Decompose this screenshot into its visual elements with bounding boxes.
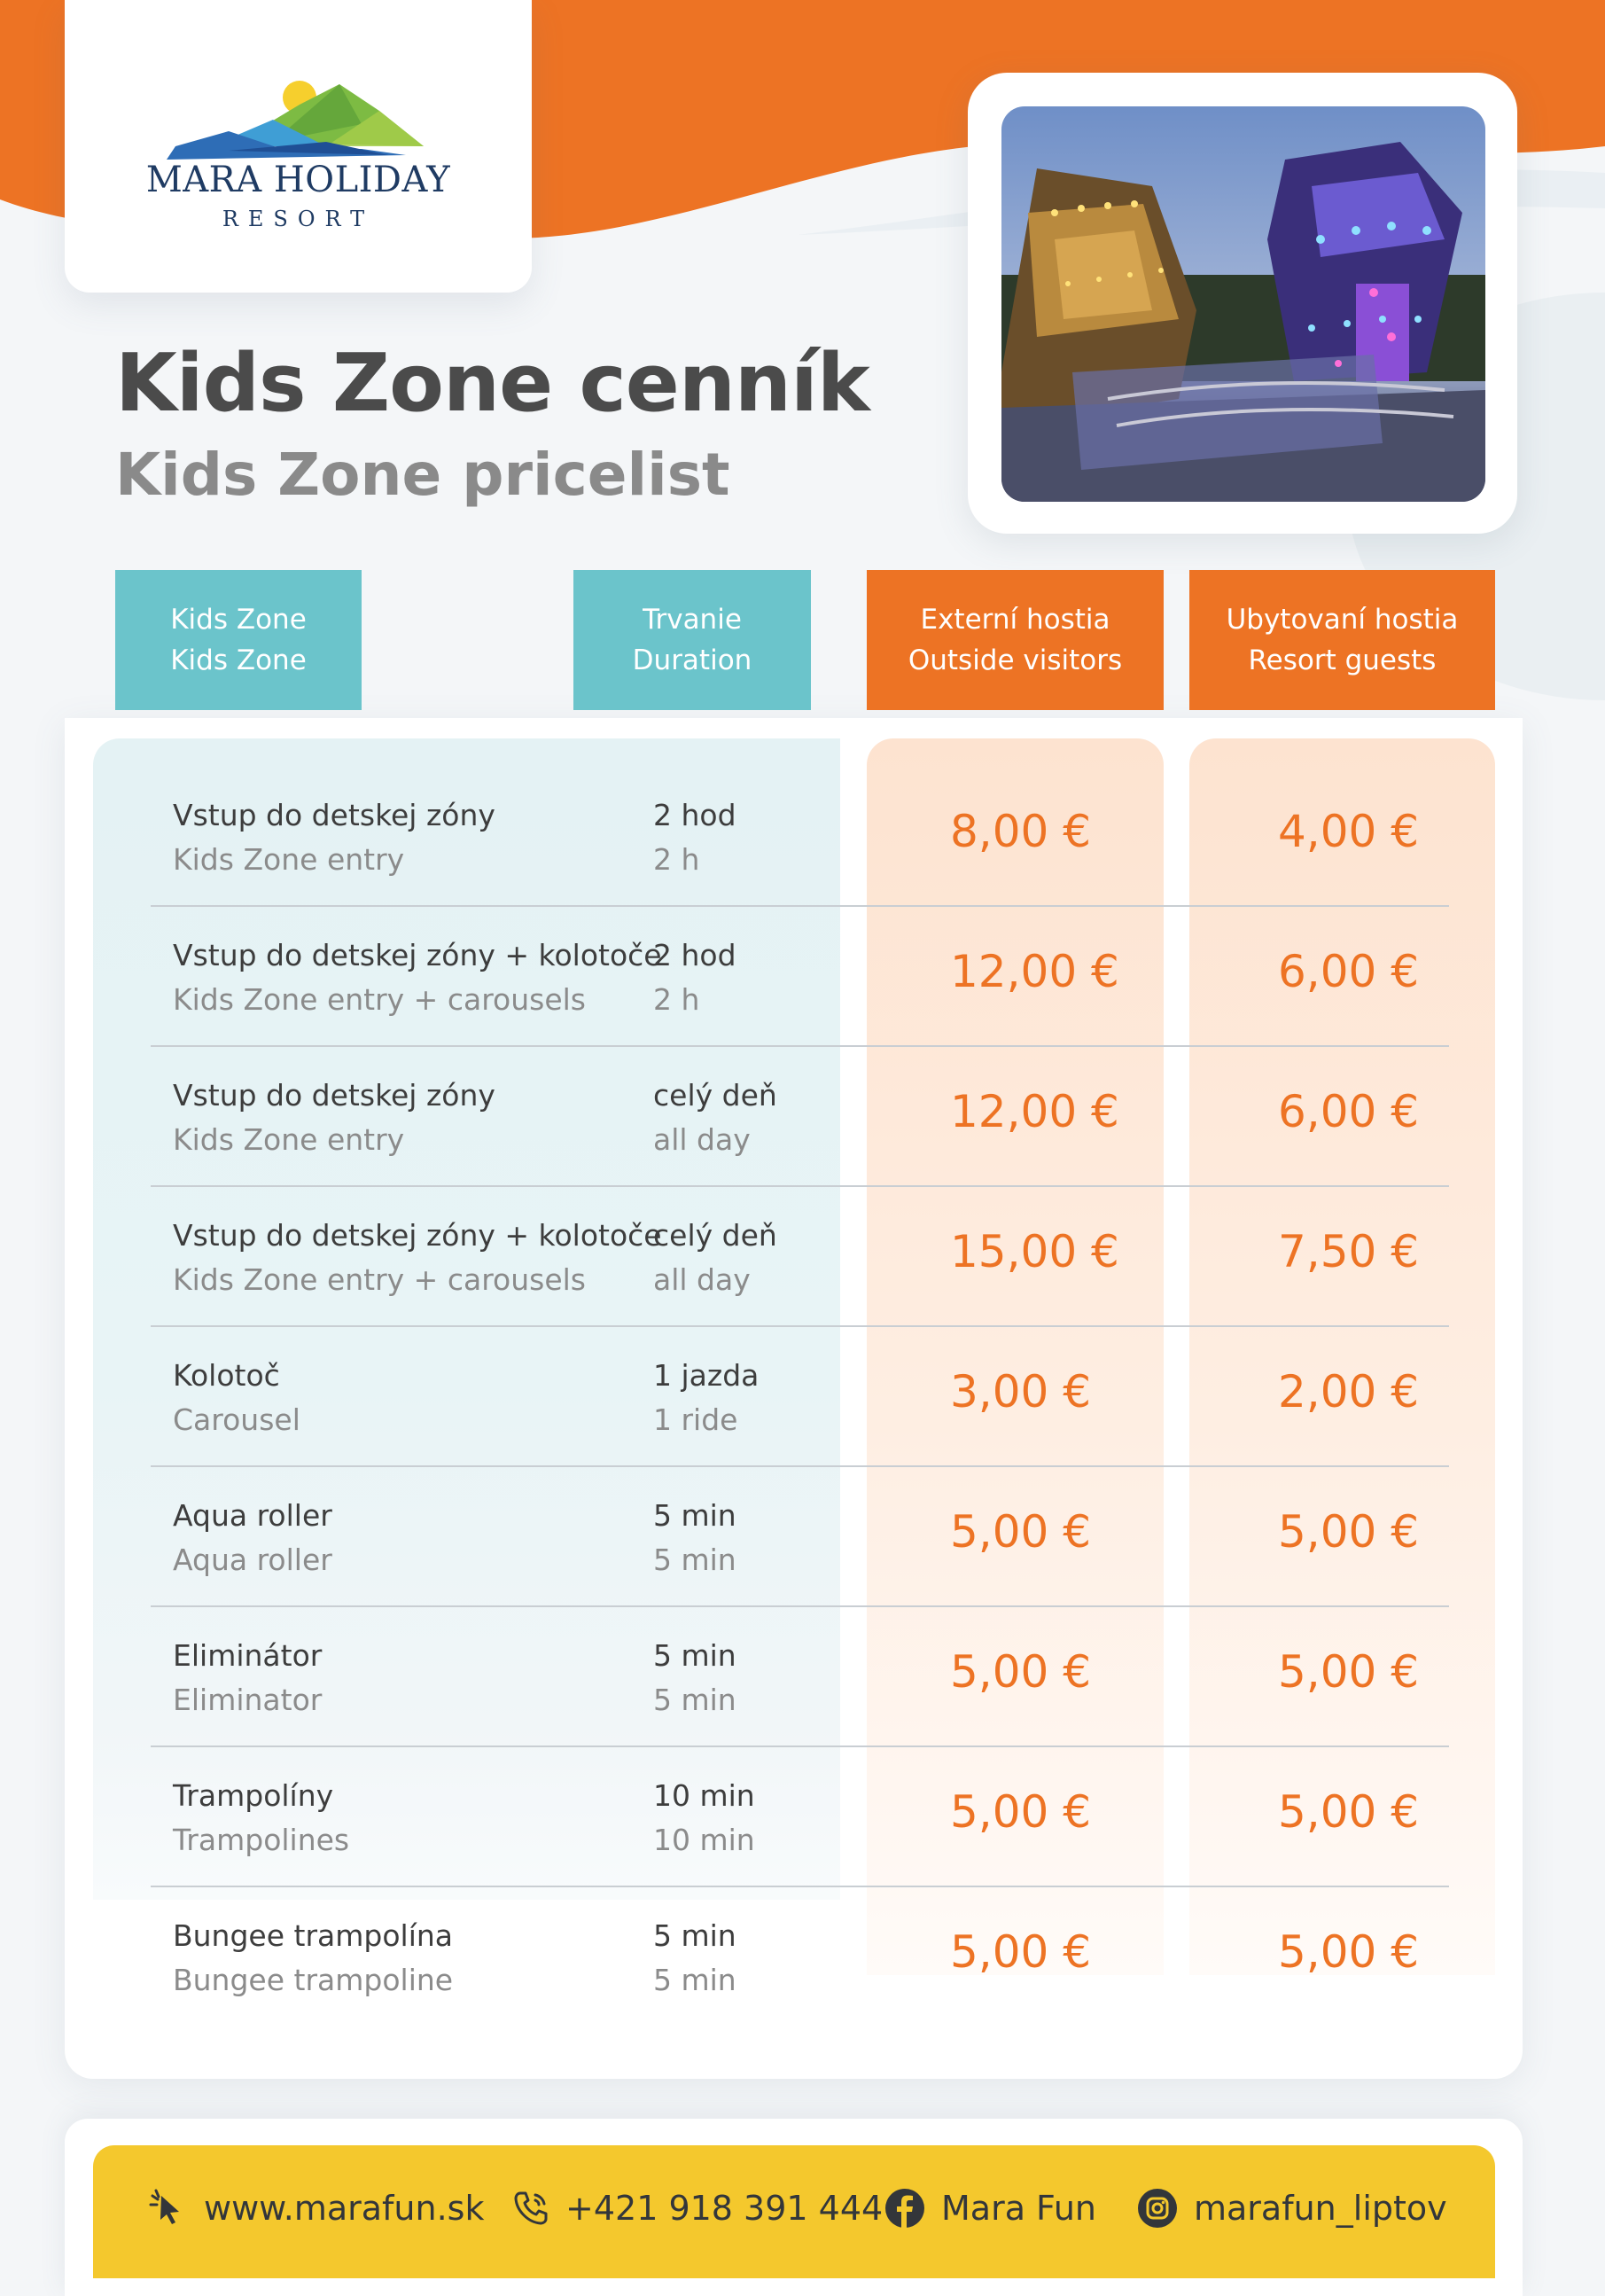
activity-name-en: Trampolines	[173, 1823, 350, 1857]
activity-name-sk: Eliminátor	[173, 1638, 323, 1673]
footer-phone-link[interactable]	[512, 2183, 883, 2233]
price-resort: 5,00 €	[1278, 1646, 1420, 1698]
instagram-icon	[1137, 2188, 1178, 2229]
duration-en: 5 min	[653, 1542, 736, 1577]
facebook-text: Mara Fun	[941, 2189, 1097, 2228]
price-outside: 8,00 €	[950, 806, 1092, 857]
duration-en: all day	[653, 1122, 751, 1157]
activity-name-sk: Trampolíny	[173, 1778, 334, 1813]
activity-name-sk: Vstup do detskej zóny + kolotoče	[173, 1218, 662, 1253]
table-row	[0, 1886, 1605, 2026]
price-resort: 7,50 €	[1278, 1226, 1420, 1277]
duration-en: 5 min	[653, 1683, 736, 1717]
price-outside: 12,00 €	[950, 1086, 1119, 1137]
facebook-icon	[884, 2188, 925, 2229]
table-row	[0, 1745, 1605, 1886]
table-row	[0, 1045, 1605, 1185]
duration-en: 1 ride	[653, 1402, 738, 1437]
price-outside: 5,00 €	[950, 1786, 1092, 1838]
duration-sk: 2 hod	[653, 798, 736, 832]
cursor-click-icon	[149, 2189, 188, 2228]
resort-logo-icon	[149, 71, 450, 160]
duration-en: 2 h	[653, 982, 700, 1017]
duration-sk: celý deň	[653, 1078, 777, 1113]
table-row	[0, 1185, 1605, 1325]
table-row	[0, 1465, 1605, 1605]
duration-sk: celý deň	[653, 1218, 777, 1253]
price-outside: 12,00 €	[950, 946, 1119, 997]
activity-name-sk: Aqua roller	[173, 1498, 332, 1533]
activity-name-sk: Bungee trampolína	[173, 1918, 453, 1953]
price-table	[0, 765, 1605, 2026]
page-subtitle: Kids Zone pricelist	[115, 441, 730, 509]
price-resort: 4,00 €	[1278, 806, 1420, 857]
footer-instagram-link[interactable]	[1137, 2183, 1447, 2233]
page-title: Kids Zone cenník	[115, 337, 869, 430]
duration-sk: 5 min	[653, 1918, 736, 1953]
table-row	[0, 905, 1605, 1045]
carousel-photo	[1001, 106, 1485, 502]
footer-website-link[interactable]	[149, 2183, 484, 2233]
activity-name-en: Eliminator	[173, 1683, 323, 1717]
activity-name-en: Carousel	[173, 1402, 300, 1437]
activity-name-en: Aqua roller	[173, 1542, 332, 1577]
activity-name-en: Kids Zone entry	[173, 1122, 405, 1157]
price-resort: 2,00 €	[1278, 1366, 1420, 1417]
price-outside: 5,00 €	[950, 1506, 1092, 1558]
logo-card	[65, 0, 532, 293]
price-resort: 5,00 €	[1278, 1786, 1420, 1838]
header-resort-guests: Ubytovaní hostia Resort guests	[1189, 570, 1495, 710]
photo-card	[968, 73, 1517, 534]
table-row	[0, 765, 1605, 905]
brand-subtitle: RESORT	[222, 207, 375, 231]
duration-sk: 5 min	[653, 1498, 736, 1533]
phone-icon	[512, 2190, 549, 2227]
activity-name-sk: Vstup do detskej zóny	[173, 1078, 495, 1113]
activity-name-en: Kids Zone entry	[173, 842, 405, 877]
price-outside: 3,00 €	[950, 1366, 1092, 1417]
activity-name-en: Kids Zone entry + carousels	[173, 1262, 586, 1297]
table-row	[0, 1325, 1605, 1465]
duration-sk: 1 jazda	[653, 1358, 760, 1393]
duration-sk: 5 min	[653, 1638, 736, 1673]
phone-text: +421 918 391 444	[565, 2189, 884, 2228]
website-text: www.marafun.sk	[204, 2189, 485, 2228]
activity-name-sk: Vstup do detskej zóny	[173, 798, 495, 832]
header-duration: Trvanie Duration	[573, 570, 811, 710]
duration-en: 2 h	[653, 842, 700, 877]
table-row	[0, 1605, 1605, 1745]
duration-en: 10 min	[653, 1823, 755, 1857]
price-outside: 5,00 €	[950, 1646, 1092, 1698]
duration-sk: 2 hod	[653, 938, 736, 972]
price-resort: 5,00 €	[1278, 1506, 1420, 1558]
activity-name-en: Kids Zone entry + carousels	[173, 982, 586, 1017]
activity-name-sk: Kolotoč	[173, 1358, 280, 1393]
duration-sk: 10 min	[653, 1778, 755, 1813]
price-outside: 5,00 €	[950, 1926, 1092, 1978]
header-kids-zone: Kids Zone Kids Zone	[115, 570, 362, 710]
duration-en: 5 min	[653, 1963, 736, 1997]
brand-name: MARA HOLIDAY	[145, 160, 451, 200]
duration-en: all day	[653, 1262, 751, 1297]
footer-facebook-link[interactable]	[884, 2183, 1096, 2233]
header-outside-visitors: Externí hostia Outside visitors	[867, 570, 1164, 710]
price-resort: 6,00 €	[1278, 1086, 1420, 1137]
activity-name-en: Bungee trampoline	[173, 1963, 454, 1997]
instagram-text: marafun_liptov	[1194, 2189, 1447, 2228]
price-resort: 6,00 €	[1278, 946, 1420, 997]
price-resort: 5,00 €	[1278, 1926, 1420, 1978]
activity-name-sk: Vstup do detskej zóny + kolotoče	[173, 938, 662, 972]
price-outside: 15,00 €	[950, 1226, 1119, 1277]
